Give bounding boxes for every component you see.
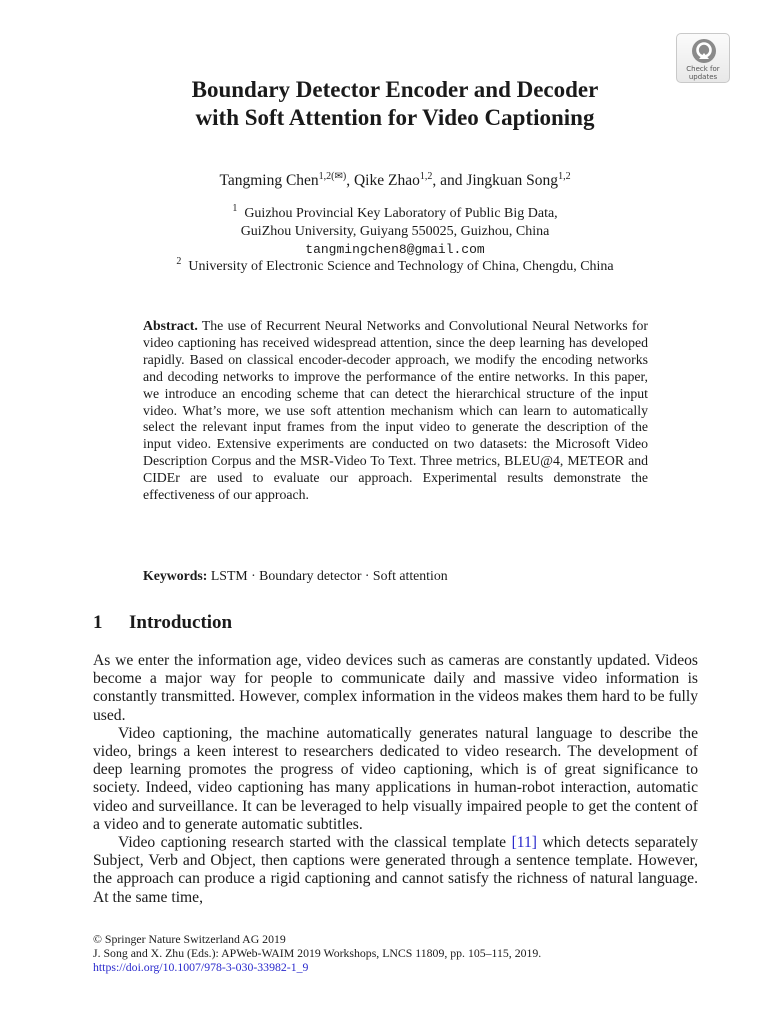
keywords: [143, 568, 648, 584]
author-affiliation-mark: 1,2(✉): [318, 171, 347, 182]
section-number: 1: [93, 612, 103, 633]
paragraph: As we enter the information age, video devices such as cameras are constantly updated. Videos become a major way for people to communicate daily and massive video information is constantly transmitted. However, complex information in the videos makes them hard to be fully used.: [93, 652, 698, 724]
author-list: Tangming Chen$^{1,2(✉)}$, Qike Zhao$^{1,2}$, and Jingkuan Song$^{1,2}$: [219, 171, 571, 189]
keywords-text: LSTM · Boundary detector · Soft attention: [210, 568, 448, 583]
author-name: Tangming Chen: [219, 172, 319, 189]
footer: [93, 933, 703, 974]
author-name: Jingkuan Song: [466, 172, 559, 189]
copyright-line: © Springer Nature Switzerland AG 2019: [93, 932, 286, 946]
check-updates-icon: [691, 38, 717, 64]
author-affiliation-mark: 1,2: [419, 171, 433, 182]
doi-link[interactable]: https://doi.org/10.1007/978-3-030-33982-1_9: [93, 959, 309, 974]
abstract-label: Abstract.: [143, 318, 198, 333]
section-heading: [93, 612, 232, 634]
abstract-text: The use of Recurrent Neural Networks and Convolutional Neural Networks for video captioning has received widespread attention, since the deep learning has developed rapidly. Based on classical encoder-decoder approach, we modify the encoding networks and decoding networks to improve the performance of the entire networks. In this paper, we introduce an encoding scheme that can detect the hierarchical structure of the input video. What’s more, we use soft attention mechanism which can learn to automatically select the relevant input frames from the input video to generate the description of the input video. Extensive experiments are conducted on two datasets: the Microsoft Video Description Corpus and the MSR-Video To Text. Three metrics, BLEU@4, METEOR and CIDEr are used to evaluate our approach. Experimental results demonstrate the effectiveness of our approach.: [143, 318, 648, 503]
paper-title: Boundary Detector Encoder and Decoder with Soft Attention for Video Captioning: [191, 77, 599, 130]
citation-line: J. Song and X. Zhu (Eds.): APWeb-WAIM 2019 Workshops, LNCS 11809, pp. 105–115, 2019.: [93, 945, 542, 960]
affiliation-1: $^1$ Guizhou Provincial Key Laboratory of Public Big Data, GuiZhou University, Guiyang 550025, Guizhou, China tangmingchen8@gmail.com: [100, 205, 690, 259]
section-title: Introduction: [129, 612, 233, 633]
author-conjunction: and: [440, 172, 463, 189]
citation-link[interactable]: [11]: [511, 834, 537, 852]
body-text: [93, 652, 698, 907]
author-name: Qike Zhao: [353, 172, 420, 189]
author-email[interactable]: tangmingchen8@gmail.com: [305, 242, 485, 257]
keywords-label: Keywords:: [143, 568, 208, 583]
affiliation-number: 2: [176, 256, 182, 267]
paragraph: Video captioning, the machine automatically generates natural language to describe the video, brings a keen interest to researchers dedicated to video research. The development of deep learning promotes the progress of video captioning, which is of great significance to society. Indeed, video captioning has many applications in human-robot interaction, automatic video and surveillance. It can be leveraged to help visually impaired people to get the content of a video and to generate automatic subtitles.: [93, 724, 698, 833]
badge-label: Check for updates: [686, 65, 720, 81]
paragraph: Video captioning research started with the classical template [11] which detects separately Subject, Verb and Object, then captions were generated through a sentence template. However, the approach can produce a rigid captioning and cannot satisfy the richness of natural language. At the same time,: [93, 834, 699, 906]
affiliation-number: 1: [232, 203, 238, 214]
author-affiliation-mark: 1,2: [558, 171, 571, 182]
affiliation-2: $^2$ University of Electronic Science and Technology of China, Chengdu, China: [176, 256, 614, 274]
abstract: [143, 318, 648, 504]
